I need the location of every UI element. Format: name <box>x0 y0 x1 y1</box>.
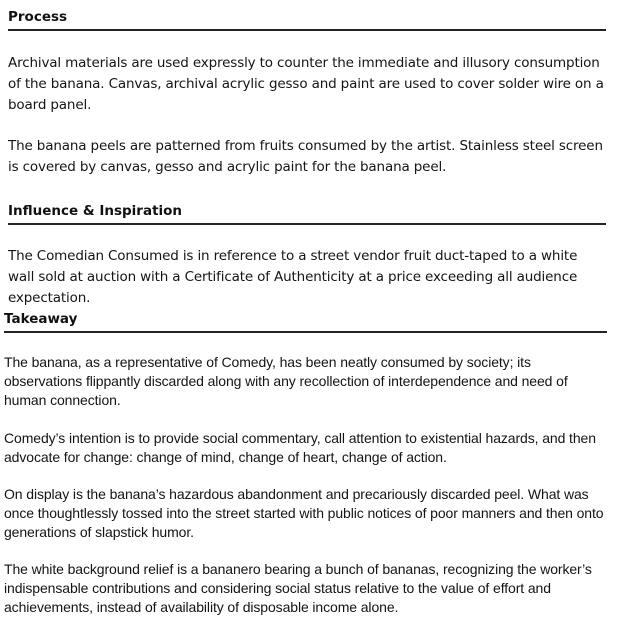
influence-section <box>8 202 606 309</box>
takeaway-heading: Takeaway <box>4 310 607 333</box>
takeaway-paragraph-1: The banana, as a representative of Comedy, has been neatly consumed by society; its observations flippantly discarded along with any recollection of interdependence and need of human connection. <box>4 354 568 408</box>
process-paragraph-1: Archival materials are used expressly to counter the immediate and illusory consumption of the banana. Canvas, archival acrylic gesso and paint are used to cover solder wire on a board panel. <box>8 55 604 113</box>
process-paragraph-2: The banana peels are patterned from fruits consumed by the artist. Stainless steel screen is covered by canvas, gesso and acrylic paint for the banana peel. <box>8 138 603 175</box>
takeaway-section <box>4 310 607 617</box>
takeaway-paragraph-4: The white background relief is a bananero bearing a bunch of bananas, recognizing the worker’s indispensable contributions and considering social status relative to the value of effort and achievements, instead of availability of disposable income alone. <box>4 561 592 615</box>
takeaway-paragraph-3: On display is the banana’s hazardous abandonment and precariously discarded peel. What was once thoughtlessly tossed into the street started with public notices of poor manners and then onto generations of slapstick humor. <box>4 486 604 540</box>
influence-heading: Influence & Inspiration <box>8 202 606 225</box>
takeaway-paragraph-2: Comedy’s intention is to provide social commentary, call attention to existential hazards, and then advocate for change: change of mind, change of heart, change of action. <box>4 430 596 465</box>
process-heading: Process <box>8 8 606 31</box>
influence-paragraph-1: The Comedian Consumed is in reference to a street vendor fruit duct-taped to a white wall sold at auction with a Certificate of Authenticity at a price exceeding all audience expectation. <box>8 248 578 306</box>
process-section <box>8 8 606 178</box>
